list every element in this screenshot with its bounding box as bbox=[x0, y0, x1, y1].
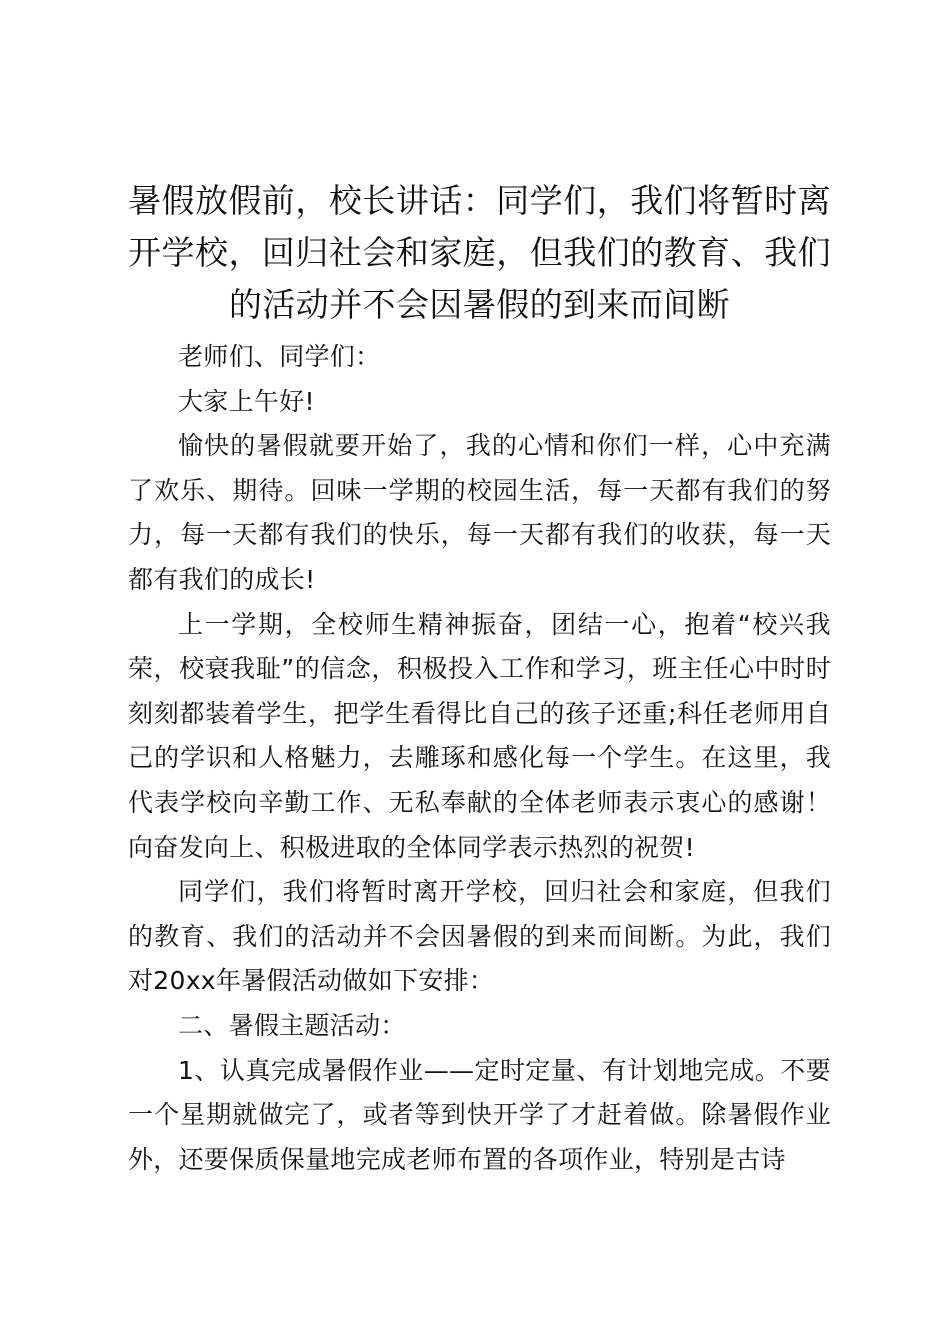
document-title: 暑假放假前，校长讲话：同学们，我们将暂时离开学校，回归社会和家庭，但我们的教育、我们的活动并不会因暑假的到来而间断 bbox=[128, 181, 831, 324]
paragraph-arrangement: 同学们，我们将暂时离开学校，回归社会和家庭，但我们的教育、我们的活动并不会因暑假的到来而间断。为此，我们对20xx年暑假活动做如下安排： bbox=[128, 877, 831, 996]
paragraph-greeting: 老师们、同学们： bbox=[178, 342, 381, 371]
paragraph-homework: 1、认真完成暑假作业——定时定量、有计划地完成。不要一个星期就做完了，或者等到快开学了才赶着做。除暑假作业外，还要保质保量地完成老师布置的各项作业，特别是古诗 bbox=[128, 1055, 831, 1174]
paragraph-hello: 大家上午好! bbox=[178, 386, 315, 416]
paragraph-section-heading: 二、暑假主题活动： bbox=[178, 1010, 406, 1040]
paragraph-last-term: 上一学期，全校师生精神振奋，团结一心，抱着“校兴我荣，校衰我耻”的信念，积极投入工作和学习，班主任心中时时刻刻都装着学生，把学生看得比自己的孩子还重;科任老师用自己的学识和人格魅力，去雕琢和感化每一个学生。在这里，我代表学校向辛勤工作、无私奉献的全体老师表示衷心的感谢！向奋发向上、积极进取的全体同学表示热烈的祝贺! bbox=[128, 609, 831, 862]
paragraph-summer-start: 愉快的暑假就要开始了，我的心情和你们一样，心中充满了欢乐、期待。回味一学期的校园生活，每一天都有我们的努力，每一天都有我们的快乐，每一天都有我们的收获，每一天都有我们的成长! bbox=[128, 431, 831, 594]
document-page bbox=[128, 175, 831, 1182]
